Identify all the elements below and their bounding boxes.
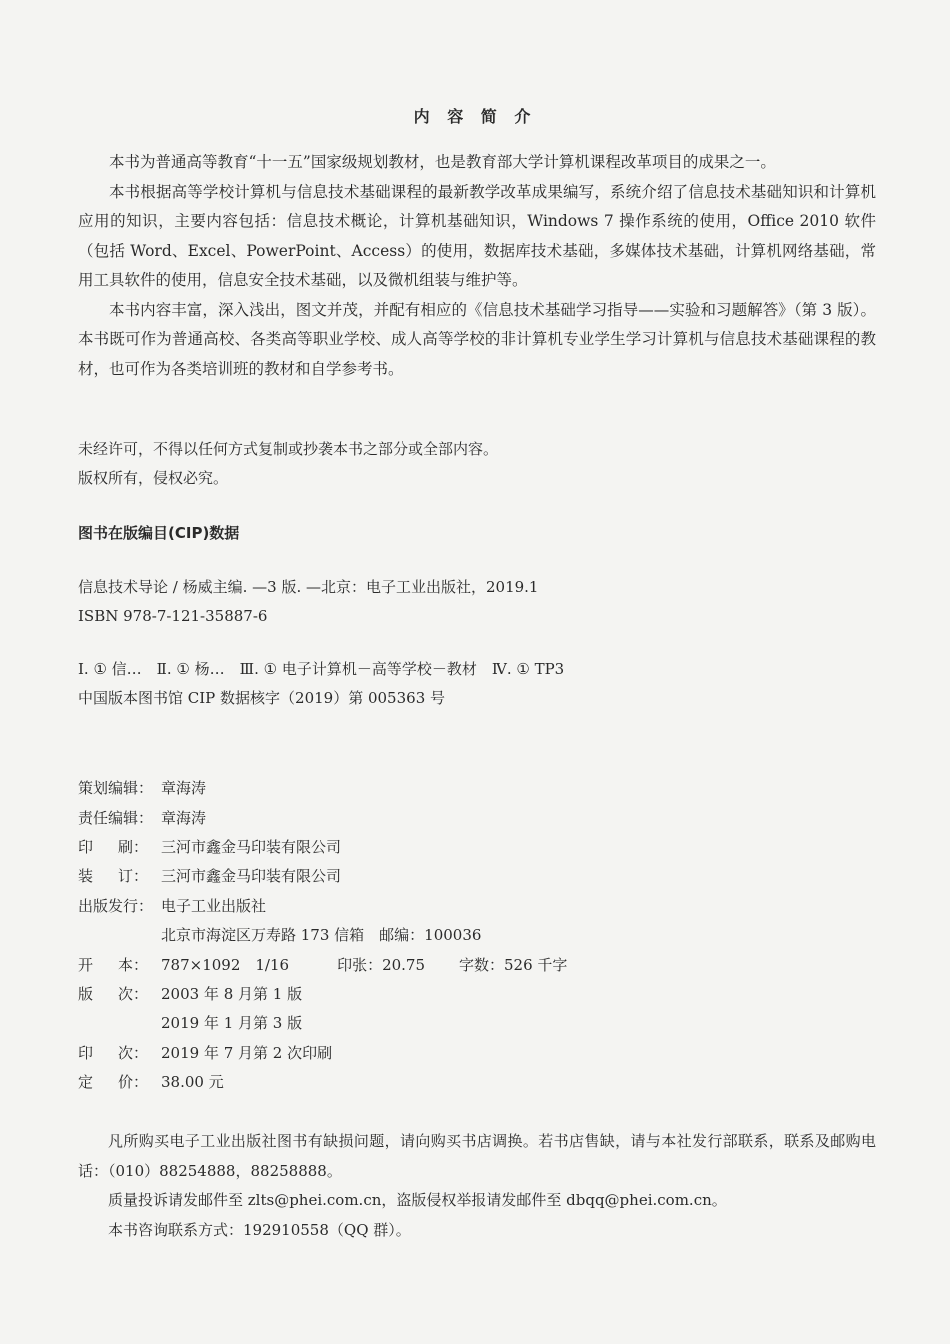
intro-paragraph: 本书为普通高等教育“十一五”国家级规划教材，也是教育部大学计算机课程改革项目的成果之一。: [109, 153, 776, 171]
contact-notice: [78, 1127, 876, 1245]
info-label: 印 次：: [78, 1043, 149, 1062]
cip-line: ISBN 978-7-121-35887-6: [78, 607, 268, 625]
info-row: [78, 861, 567, 890]
info-value: 三河市鑫金马印装有限公司: [161, 867, 342, 886]
cip-line: 中国版本图书馆 CIP 数据核字（2019）第 005363 号: [78, 689, 446, 707]
info-label: 版 次：: [78, 984, 149, 1003]
info-value: 章海涛: [161, 808, 207, 827]
page-title: 内 容 简 介: [413, 107, 537, 126]
info-value: 北京市海淀区万寿路 173 信箱 邮编：100036: [161, 926, 482, 945]
contact-paragraph: 质量投诉请发邮件至 zlts@phei.com.cn，盗版侵权举报请发邮件至 dbqq@phei.com.cn。: [108, 1191, 727, 1209]
info-label: 出版发行：: [78, 896, 154, 915]
contact-paragraph: 本书咨询联系方式：192910558（QQ 群）。: [108, 1220, 411, 1239]
info-row: [78, 1038, 567, 1067]
cip-line: Ⅰ. ① 信… Ⅱ. ① 杨… Ⅲ. ① 电子计算机－高等学校－教材 Ⅳ. ① TP3: [78, 660, 565, 678]
info-value: 2003 年 8 月第 1 版: [161, 984, 303, 1003]
info-row: [78, 1008, 567, 1037]
info-row: [78, 949, 567, 978]
intro-paragraph: 本书根据高等学校计算机与信息技术基础课程的最新教学改革成果编写，系统介绍了信息技术基础知识和计算机应用的知识，主要内容包括：信息技术概论，计算机基础知识，Windows 7 操作系统的使用，Office 2010 软件（包括 Word、Excel、PowerPoint、Access）的使用，数据库技术基础，多媒体技术基础，计算机网络基础，常用工具软件的使用，信息安全技术基础，以及微机组装与维护等。: [78, 182, 876, 289]
info-row: [78, 891, 567, 920]
info-value: 印张：20.75: [337, 955, 426, 974]
info-label: 策划编辑：: [78, 779, 154, 798]
cip-classification: [78, 655, 564, 713]
info-label: 定 价：: [78, 1073, 149, 1092]
copyright-notice: [78, 435, 498, 493]
cip-line: 信息技术导论 / 杨威主编. —3 版. —北京：电子工业出版社，2019.1: [78, 578, 539, 596]
info-value: 38.00 元: [161, 1073, 224, 1092]
info-value: 三河市鑫金马印装有限公司: [161, 837, 342, 856]
info-value: 字数：526 千字: [459, 955, 568, 974]
info-label: 责任编辑：: [78, 808, 154, 827]
cip-heading: 图书在版编目(CIP)数据: [78, 524, 240, 542]
info-label: 装 订：: [78, 867, 149, 886]
info-value: 787×1092 1/16: [161, 955, 290, 974]
info-label: 印 刷：: [78, 837, 149, 856]
info-row: [78, 773, 567, 802]
info-value: 章海涛: [161, 779, 207, 798]
info-row: [78, 832, 567, 861]
copyright-line: 未经许可，不得以任何方式复制或抄袭本书之部分或全部内容。: [78, 440, 499, 458]
info-value: 电子工业出版社: [161, 896, 267, 915]
publication-info: [78, 773, 567, 1096]
intro-paragraph: 本书内容丰富，深入浅出，图文并茂，并配有相应的《信息技术基础学习指导——实验和习题解答》（第 3 版）。本书既可作为普通高校、各类高等职业学校、成人高等学校的非计算机专业学生学习计算机与信息技术基础课程的教材，也可作为各类培训班的教材和自学参考书。: [78, 300, 876, 378]
info-row: [78, 1067, 567, 1096]
introduction: [78, 148, 876, 384]
info-value: 2019 年 7 月第 2 次印刷: [161, 1043, 333, 1062]
cip-data: [78, 573, 538, 631]
info-row: [78, 920, 567, 949]
copyright-line: 版权所有，侵权必究。: [78, 469, 229, 487]
contact-paragraph: 凡所购买电子工业出版社图书有缺损问题，请向购买书店调换。若书店售缺，请与本社发行部联系，联系及邮购电话：（010）88254888，88258888。: [78, 1132, 876, 1180]
info-row: [78, 802, 567, 831]
info-row: [78, 979, 567, 1008]
info-value: 2019 年 1 月第 3 版: [161, 1014, 303, 1033]
info-label: 开 本：: [78, 955, 149, 974]
